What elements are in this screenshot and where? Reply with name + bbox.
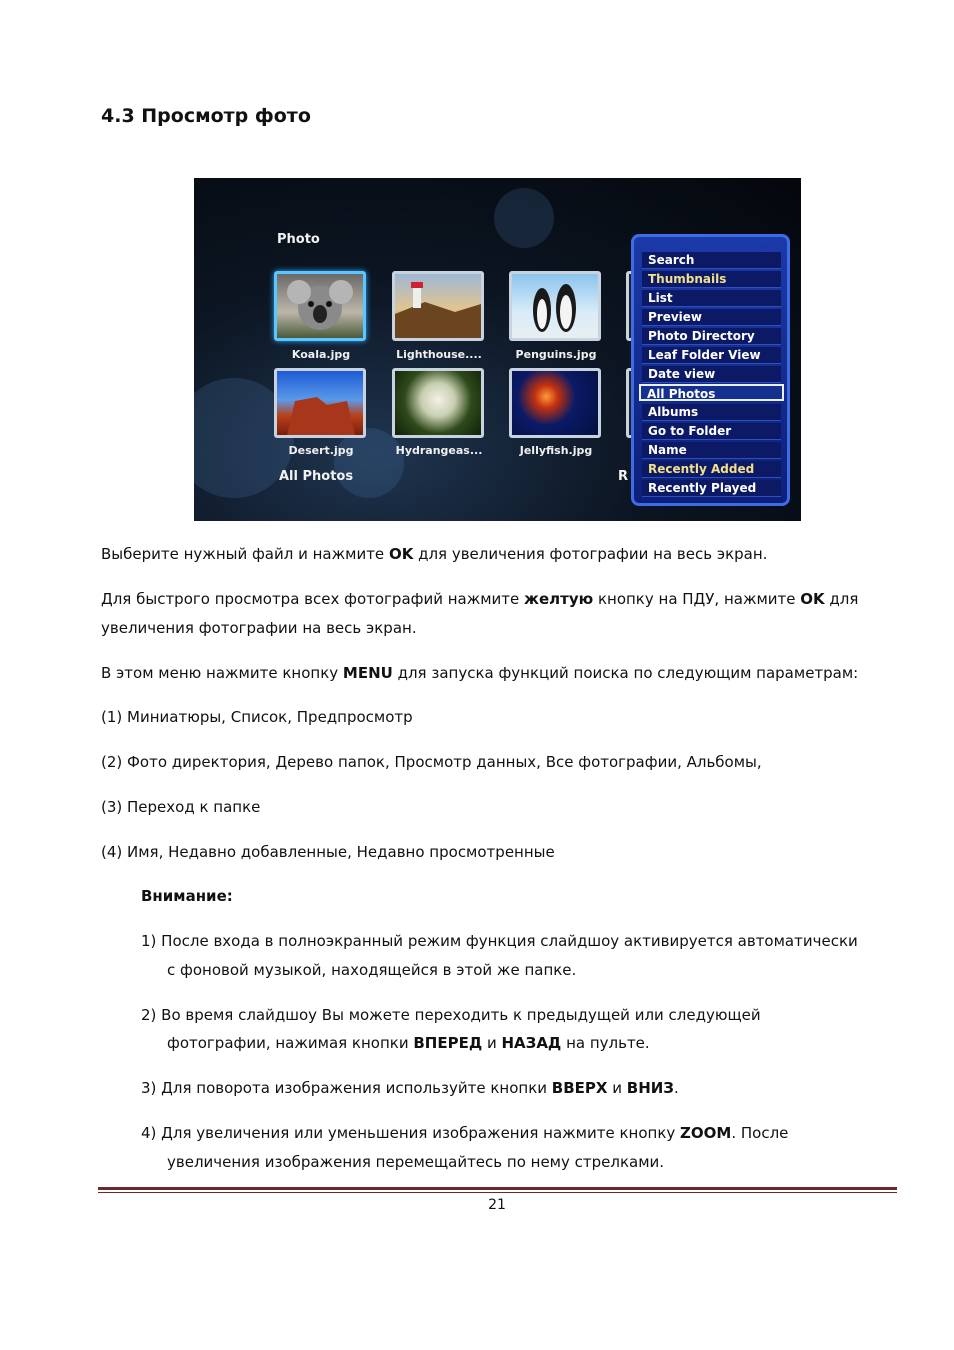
screen-title: Photo bbox=[277, 232, 320, 247]
footer-rule bbox=[98, 1187, 897, 1190]
page-number: 21 bbox=[488, 1197, 506, 1213]
footer-rule-thin bbox=[98, 1192, 897, 1193]
current-view-label: All Photos bbox=[279, 469, 354, 484]
lighthouse-image bbox=[395, 274, 481, 338]
list-item: (4) Имя, Недавно добавленные, Недавно просмотренные bbox=[101, 843, 555, 861]
thumbnail-koala[interactable] bbox=[274, 271, 366, 341]
options-menu bbox=[631, 234, 790, 506]
note-title: Внимание: bbox=[141, 887, 233, 905]
paragraph-quick-view: Для быстрого просмотра всех фотографий нажмите желтую кнопку на ПДУ, нажмите OK для увеличения фотографии на весь экран. bbox=[101, 590, 859, 637]
menu-item-list[interactable]: List bbox=[642, 290, 781, 307]
bokeh-decoration bbox=[334, 428, 404, 498]
list-item: (2) Фото директория, Дерево папок, Просмотр данных, Все фотографии, Альбомы, bbox=[101, 753, 762, 771]
menu-item-go-to-folder[interactable]: Go to Folder bbox=[642, 423, 781, 440]
desert-image bbox=[277, 371, 363, 435]
menu-item-search[interactable]: Search bbox=[642, 252, 781, 269]
photo-browser-screenshot bbox=[194, 178, 801, 521]
list-item: (3) Переход к папке bbox=[101, 798, 261, 816]
thumbnail-label: Jellyfish.jpg bbox=[519, 444, 593, 457]
section-heading: 4.3 Просмотр фото bbox=[101, 105, 311, 127]
menu-item-leaf-folder-view[interactable]: Leaf Folder View bbox=[642, 347, 781, 364]
sort-label-partial: R bbox=[618, 469, 629, 484]
thumbnail-label: Desert.jpg bbox=[288, 444, 354, 457]
note-item: 3) Для поворота изображения используйте кнопки ВВЕРХ и ВНИЗ. bbox=[141, 1079, 679, 1097]
menu-item-thumbnails[interactable]: Thumbnails bbox=[642, 271, 781, 288]
thumbnail-penguins[interactable] bbox=[509, 271, 601, 341]
note-item-continued: фотографии, нажимая кнопки ВПЕРЕД и НАЗАД на пульте. bbox=[167, 1034, 650, 1052]
list-item: (1) Миниатюры, Список, Предпросмотр bbox=[101, 708, 413, 726]
thumbnail-label: Hydrangeas... bbox=[395, 444, 483, 457]
thumbnail-label: Lighthouse.... bbox=[396, 348, 482, 361]
thumbnail-label: Koala.jpg bbox=[291, 348, 351, 361]
menu-item-preview[interactable]: Preview bbox=[642, 309, 781, 326]
penguins-image bbox=[512, 274, 598, 338]
menu-item-recently-added[interactable]: Recently Added bbox=[642, 461, 781, 478]
thumbnail-lighthouse[interactable] bbox=[392, 271, 484, 341]
menu-item-albums[interactable]: Albums bbox=[642, 404, 781, 421]
koala-image bbox=[277, 274, 363, 338]
menu-item-photo-directory[interactable]: Photo Directory bbox=[642, 328, 781, 345]
menu-item-all-photos[interactable]: All Photos bbox=[639, 384, 784, 401]
thumbnail-desert[interactable] bbox=[274, 368, 366, 438]
bokeh-decoration bbox=[494, 188, 554, 248]
thumbnail-hydrangeas[interactable] bbox=[392, 368, 484, 438]
note-item: 4) Для увеличения или уменьшения изображения нажмите кнопку ZOOM. После bbox=[141, 1124, 789, 1142]
paragraph-menu-button: В этом меню нажмите кнопку MENU для запуска функций поиска по следующим параметрам: bbox=[101, 664, 859, 682]
thumbnail-jellyfish[interactable] bbox=[509, 368, 601, 438]
thumbnail-label: Penguins.jpg bbox=[515, 348, 597, 361]
menu-item-name[interactable]: Name bbox=[642, 442, 781, 459]
menu-item-date-view[interactable]: Date view bbox=[642, 366, 781, 383]
note-item-continued: с фоновой музыкой, находящейся в этой же папке. bbox=[167, 961, 577, 979]
note-item: 1) После входа в полноэкранный режим функция слайдшоу активируется автоматически bbox=[141, 932, 858, 950]
note-item: 2) Во время слайдшоу Вы можете переходить к предыдущей или следующей bbox=[141, 1006, 761, 1024]
paragraph-select-file: Выберите нужный файл и нажмите OK для увеличения фотографии на весь экран. bbox=[101, 545, 768, 563]
menu-item-recently-played[interactable]: Recently Played bbox=[642, 480, 781, 497]
note-item-continued: увеличения изображения перемещайтесь по нему стрелками. bbox=[167, 1153, 665, 1171]
